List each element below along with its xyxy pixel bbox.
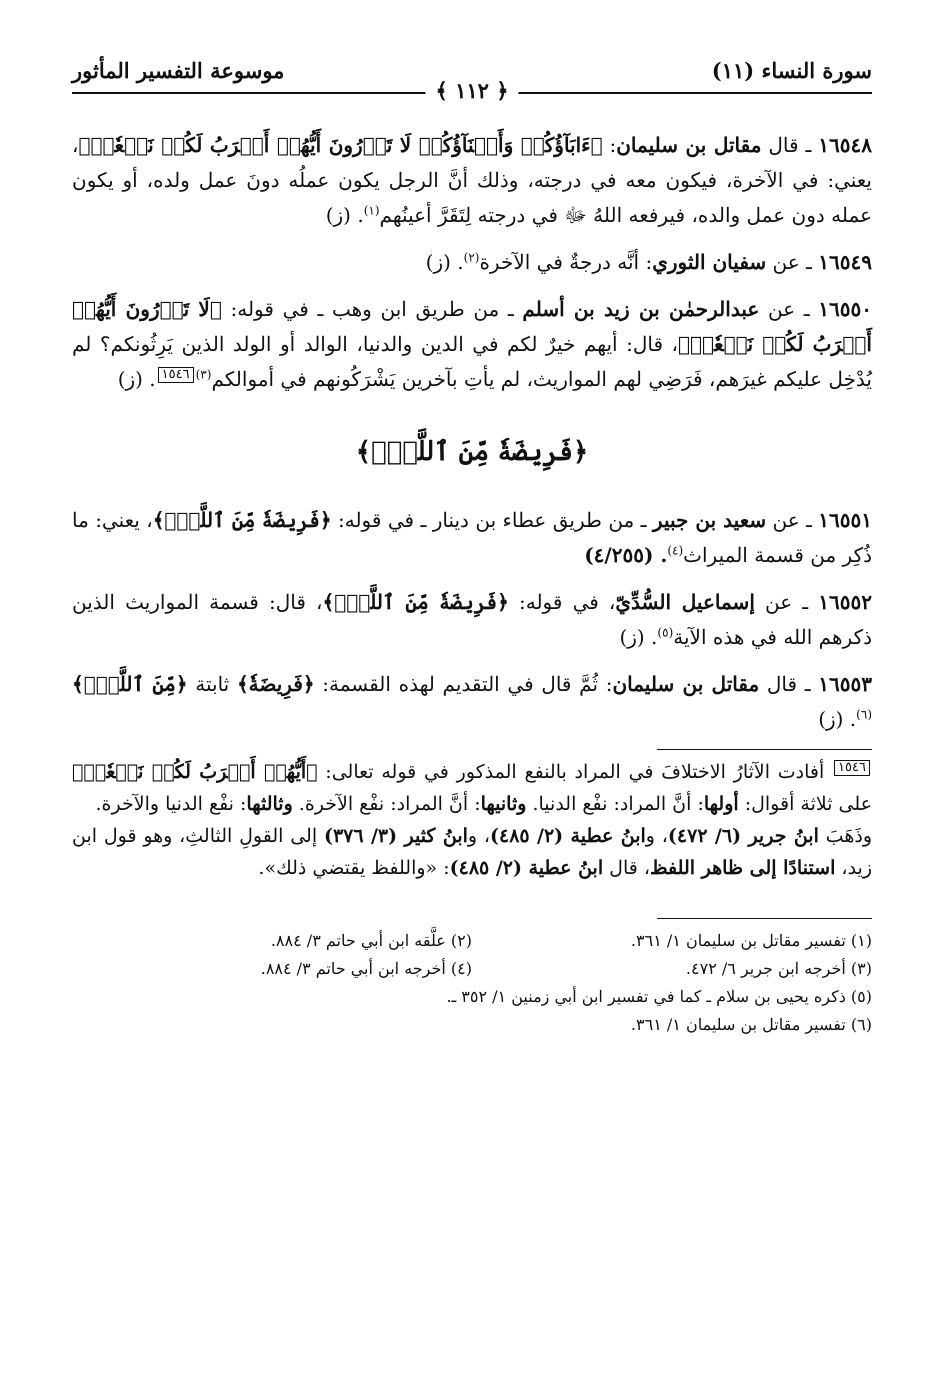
- entry-number: ١٦٥٥٢: [818, 590, 872, 614]
- chain-text: : ثُمَّ قال في التقديم لهذه القسمة:: [314, 672, 613, 696]
- entry-text: ، يعني: في الآخرة، فيكون معه في درجته، وذلك أنَّ الرجل يكون عملُه دونَ عمل ولده، أو يكون عمله دون عمل والده، فيرفعه اللهُ ﷻ في درجته لِتَقَرَّ أعينُهم: [72, 133, 872, 227]
- reasoning-text: استنادًا إلى ظاهر اللفظ: [650, 857, 836, 879]
- colon: :: [602, 133, 617, 157]
- editor-note: [72, 756, 872, 884]
- footnotes: [72, 927, 872, 1039]
- note-reference-box[interactable]: ١٥٤٦: [834, 760, 870, 776]
- chain-text: ـ من طريق عطاء بن دينار ـ في قوله:: [331, 508, 653, 532]
- source-code: . (ز): [325, 203, 364, 227]
- opinion-label: وثانيها: [480, 793, 527, 815]
- scholar-name: ابنُ عطية: [528, 857, 604, 879]
- footnote-6: (٦) تفسير مقاتل بن سليمان ١/ ٣٦١.: [630, 1015, 872, 1034]
- colon: :: [639, 250, 653, 274]
- main-content: [72, 128, 872, 1039]
- citation: (٢/ ٤٨٥): [449, 857, 529, 879]
- footnote-marker[interactable]: (٤): [667, 543, 684, 558]
- note-text: إلى القولِ الثالثِ، وهو قول ابن زيد،: [72, 825, 872, 879]
- entry-text: أنَّه درجةٌ في الآخرة: [479, 250, 640, 274]
- quran-quote: ﴿ءَابَآؤُكُمۡ وَأَبۡنَآؤُكُمۡ لَا تَدۡرُونَ أَيُّهُمۡ أَقۡرَبُ لَكُمۡ نَفۡعٗاۚ﴾: [78, 133, 603, 157]
- citation: (٣/ ٣٧٦): [323, 825, 405, 847]
- note-text: : «واللفظ يقتضي ذلك».: [258, 857, 450, 879]
- entry-16552: [72, 585, 872, 655]
- narrator-name: مقاتل بن سليمان: [616, 133, 762, 157]
- footnote-marker[interactable]: (٢): [463, 250, 480, 265]
- note-text: أفادت الآثارُ الاختلافَ في المراد بالنفع المذكور في قوله تعالى:: [317, 761, 833, 783]
- entry-number: ١٦٥٥١: [818, 508, 873, 532]
- note-divider: [657, 749, 872, 750]
- note-text: : نفْع الدنيا والآخرة.: [95, 793, 247, 815]
- source-code: . (ز): [117, 367, 156, 391]
- note-paragraph-2: [72, 820, 872, 884]
- footnote-marker[interactable]: (١): [363, 203, 380, 218]
- entry-intro: ـ عن: [759, 297, 819, 321]
- footnote-2: (٢) علَّقه ابن أبي حاتم ٣/ ٨٨٤.: [270, 931, 472, 950]
- footnote-5: (٥) ذكره يحيى بن سلام ـ كما في تفسير ابن أبي زمنين ١/ ٣٥٢ ـ.: [446, 987, 872, 1006]
- book-title: موسوعة التفسير المأثور: [72, 58, 285, 83]
- entry-text: ، قال: قسمة المواريث الذين ذكرهم الله في هذه الآية: [72, 590, 872, 649]
- footnote-marker[interactable]: (٦): [856, 707, 872, 722]
- entry-intro: ـ عن: [766, 508, 819, 532]
- scholar-name: ابنُ جرير: [748, 825, 819, 847]
- page-header: [72, 58, 872, 103]
- entry-text: ، قال: أيهم خيرٌ لكم في الدين والدنيا، الوالد أو الولد الذين يَرِثُونكم؟ لم يُدْخِل عليكم غيرَهم، فَرَضِي لهم المواريث، لم يأتِ بآخرين يَشْرَكُونهم في أموالكم: [72, 332, 872, 391]
- entry-16551: [72, 503, 872, 573]
- note-text: : أنَّ المراد: نفْع الآخرة.: [292, 793, 481, 815]
- quran-quote-2: ﴿مِّنَ ٱللَّهِۗ﴾: [72, 672, 188, 696]
- footnotes-divider: [657, 918, 872, 919]
- entry-intro: ـ عن: [766, 250, 819, 274]
- note-text: ، قال: [603, 857, 651, 879]
- quran-quote: ﴿فَرِيضَةٗ مِّنَ ٱللَّهِۗ﴾: [322, 590, 509, 614]
- source-code: . (ز): [425, 250, 464, 274]
- footnote-4: (٤) أخرجه ابن أبي حاتم ٣/ ٨٨٤.: [260, 959, 472, 978]
- note-text: : أنَّ المراد: نفْع الدنيا.: [526, 793, 704, 815]
- quran-quote: ﴿فَرِيضَةٗ مِّنَ ٱللَّهِۗ﴾: [152, 508, 332, 532]
- narrator-name: سعيد بن جبير: [652, 508, 767, 532]
- note-paragraph-1: [72, 756, 872, 820]
- opinion-label: وثالثها: [246, 793, 293, 815]
- entry-intro: ـ عن: [754, 590, 819, 614]
- scholar-name: ابنُ عطية: [570, 825, 646, 847]
- section-heading: ﴿فَرِيضَةٗ مِّنَ ٱللَّهِۗ﴾: [355, 437, 589, 467]
- opinion-label: أولها: [703, 793, 739, 815]
- narrator-name: سفيان الثوري: [652, 250, 767, 274]
- scholar-name: ابنُ كثير: [404, 825, 468, 847]
- note-text: وذَهَبَ: [818, 825, 872, 847]
- entry-intro: ـ قال: [761, 133, 819, 157]
- footnote-row: [72, 927, 872, 955]
- quran-quote: ﴿فَرِيضَةٗ﴾: [236, 672, 315, 696]
- entry-number: ١٦٥٤٩: [818, 250, 872, 274]
- footnote-1: (١) تفسير مقاتل بن سليمان ١/ ٣٦١.: [630, 931, 872, 950]
- entry-number: ١٦٥٥٠: [818, 297, 872, 321]
- narrator-name: عبدالرحمٰن بن زيد بن أسلم: [522, 297, 760, 321]
- entry-16550: [72, 292, 872, 397]
- source-code: . (٤/٢٥٥): [584, 543, 668, 567]
- note-reference-box[interactable]: ١٥٤٦: [158, 367, 194, 383]
- quran-quote: ﴿أَيُّهُمۡ أَقۡرَبُ لَكُمۡ نَفۡعٗاۚ﴾: [72, 761, 318, 783]
- entry-16553: [72, 667, 872, 737]
- entry-text: ، يعني: ما ذُكِر من قسمة الميراث: [72, 508, 872, 567]
- page-number: ﴿ ١١٢ ﴾: [425, 78, 518, 103]
- footnote-row: [72, 955, 872, 983]
- note-text: على ثلاثة أقوال:: [738, 793, 872, 815]
- entry-intro: ـ قال: [759, 672, 819, 696]
- source-code: . (ز): [619, 625, 658, 649]
- entry-number: ١٦٥٤٨: [818, 133, 872, 157]
- entry-16549: [72, 245, 872, 280]
- narrator-name: إسماعيل السُّدِّيّ: [615, 590, 755, 614]
- quran-quote: ﴿لَا تَدۡرُونَ أَيُّهُمۡ أَقۡرَبُ لَكُمۡ نَفۡعٗاۚ﴾: [72, 297, 872, 356]
- chain-text: ـ من طريق ابن وهب ـ في قوله:: [221, 297, 523, 321]
- chain-text: ، في قوله:: [508, 590, 616, 614]
- entry-number: ١٦٥٥٣: [818, 672, 872, 696]
- surah-title: سورة النساء (١١): [711, 58, 872, 83]
- note-text: ، و: [645, 825, 668, 847]
- narrator-name: مقاتل بن سليمان: [612, 672, 760, 696]
- entry-text: ثابتة: [187, 672, 237, 696]
- note-text: ، و: [467, 825, 490, 847]
- footnote-3: (٣) أخرجه ابن جرير ٦/ ٤٧٢.: [685, 959, 872, 978]
- citation: (٦/ ٤٧٢): [667, 825, 749, 847]
- entry-16548: [72, 128, 872, 233]
- citation: (٢/ ٤٨٥): [490, 825, 571, 847]
- source-code: . (ز): [818, 707, 857, 731]
- footnote-marker[interactable]: (٣): [195, 367, 212, 382]
- footnote-marker[interactable]: (٥): [657, 625, 674, 640]
